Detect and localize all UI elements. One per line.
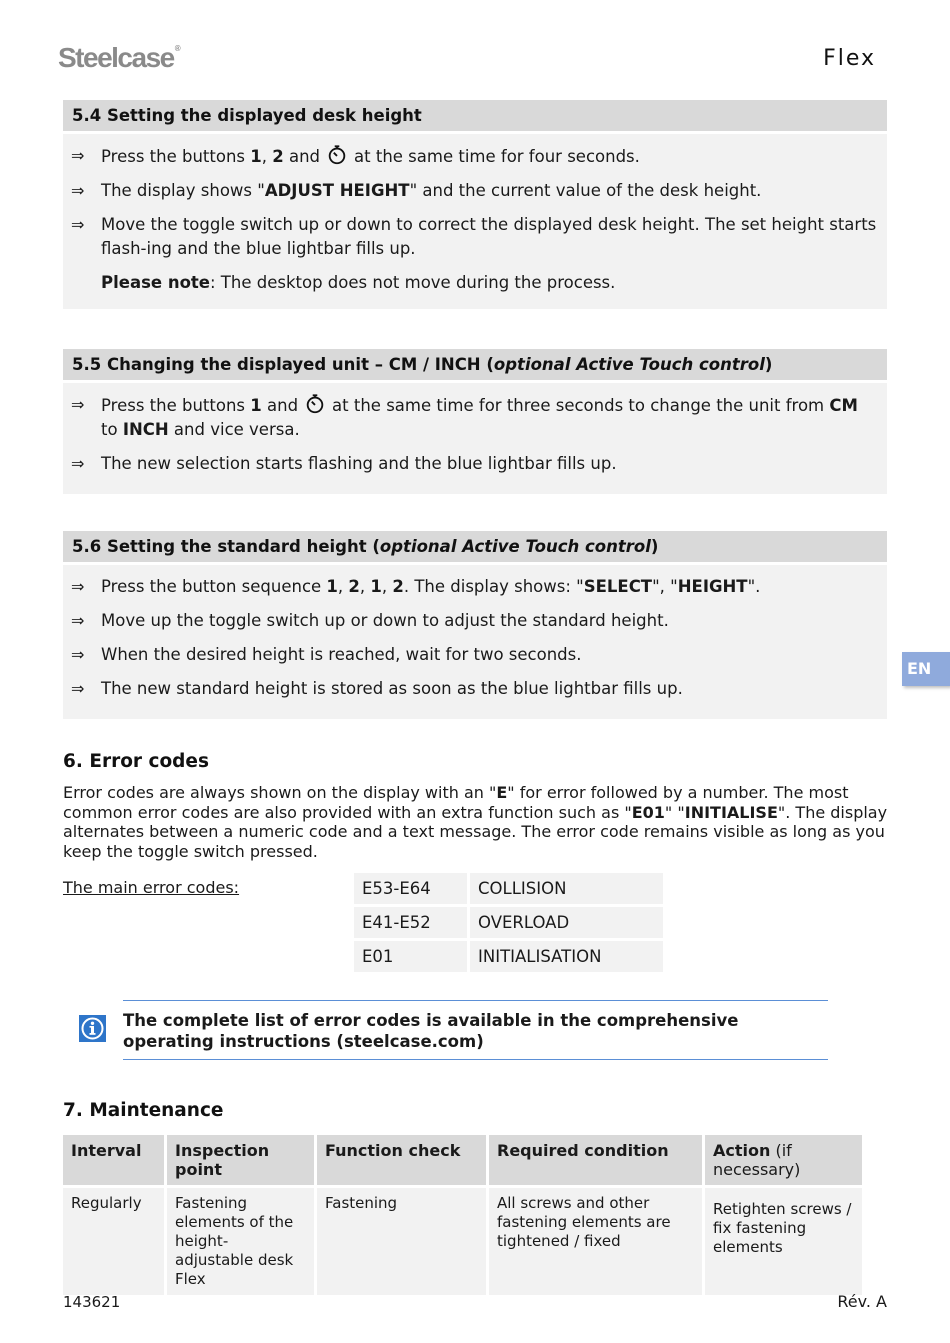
step: ⇒ Move the toggle switch up or down to correct the displayed desk height. The set height starts flash-ing and the blue lightbar fills up.	[71, 215, 877, 258]
column-header-action: Action (if necessary)	[705, 1135, 862, 1185]
column-header-interval: Interval	[63, 1135, 164, 1185]
error-description: OVERLOAD	[470, 907, 663, 938]
arrow-icon: ⇒	[71, 146, 85, 165]
arrow-icon: ⇒	[71, 181, 85, 200]
column-header-inspection-point: Inspection point	[167, 1135, 314, 1185]
product-name: Flex	[823, 46, 876, 71]
language-tab-en[interactable]: EN	[902, 652, 950, 686]
arrow-icon: ⇒	[71, 611, 85, 630]
error-code: E53-E64	[354, 873, 470, 904]
cell-interval: Regularly	[63, 1188, 164, 1295]
cell-action: Retighten screws / fix fastening elements	[705, 1188, 862, 1295]
arrow-icon: ⇒	[71, 577, 85, 596]
section-5-6	[63, 531, 887, 719]
step: ⇒ Press the button sequence 1, 2, 1, 2. The display shows: "SELECT", "HEIGHT".	[71, 575, 877, 599]
table-header-row	[63, 1135, 862, 1185]
error-code: E41-E52	[354, 907, 470, 938]
step: ⇒ When the desired height is reached, wait for two seconds.	[71, 643, 877, 667]
main-error-codes-label: The main error codes:	[63, 878, 240, 897]
document-number: 143621	[63, 1293, 121, 1311]
cell-function-check: Fastening	[317, 1188, 486, 1295]
info-box	[123, 1000, 828, 1060]
error-code: E01	[354, 941, 470, 972]
section-5-4	[63, 100, 887, 309]
table-row	[354, 941, 663, 972]
column-header-function-check: Function check	[317, 1135, 486, 1185]
cell-required-condition: All screws and other fastening elements are tightened / fixed	[489, 1188, 702, 1295]
section-body	[63, 383, 887, 494]
table-row	[354, 873, 663, 904]
arrow-icon: ⇒	[71, 645, 85, 664]
note: Please note: The desktop does not move during the process.	[101, 273, 616, 292]
arrow-icon: ⇒	[71, 395, 85, 414]
arrow-icon: ⇒	[71, 215, 85, 234]
section-body	[63, 565, 887, 719]
info-text: The complete list of error codes is available in the comprehensive operating instructions (steelcase.com)	[123, 1011, 739, 1051]
arrow-icon: ⇒	[71, 679, 85, 698]
cell-inspection-point: Fastening elements of the height-adjustable desk Flex	[167, 1188, 314, 1295]
step: ⇒ Press the buttons 1, 2 and at the same time for four seconds.	[71, 146, 640, 166]
steelcase-logo: Steelcase®	[58, 42, 181, 73]
arrow-icon: ⇒	[71, 454, 85, 473]
step: ⇒ The new selection starts flashing and the blue lightbar fills up.	[71, 452, 877, 476]
table-row	[63, 1188, 862, 1295]
table-row	[354, 907, 663, 938]
error-description: COLLISION	[470, 873, 663, 904]
section-5-5	[63, 349, 887, 494]
error-codes-paragraph: Error codes are always shown on the display with an "E" for error followed by a number. The most common error codes are also provided with an extra function such as "E01" "INITIALISE". The display alternates between a numeric code and a text message. The error code remains visible as long as you keep the toggle switch pressed.	[63, 783, 888, 861]
step: ⇒ Press the buttons 1 and at the same time for three seconds to change the unit from CM to INCH and vice versa.	[71, 395, 858, 439]
step: ⇒ The display shows "ADJUST HEIGHT" and the current value of the desk height.	[71, 179, 877, 203]
timer-button-icon	[304, 393, 326, 415]
maintenance-heading: 7. Maintenance	[63, 1100, 224, 1121]
section-body	[63, 134, 887, 309]
error-codes-heading: 6. Error codes	[63, 751, 209, 772]
maintenance-table	[60, 1132, 865, 1298]
column-header-required-condition: Required condition	[489, 1135, 702, 1185]
section-title: 5.4 Setting the displayed desk height	[63, 100, 887, 131]
info-icon	[79, 1015, 106, 1042]
error-codes-table	[354, 870, 663, 975]
revision-label: Rév. A	[837, 1292, 887, 1311]
error-description: INITIALISATION	[470, 941, 663, 972]
timer-button-icon	[326, 144, 348, 166]
step: ⇒ Move up the toggle switch up or down to adjust the standard height.	[71, 609, 877, 633]
section-title: 5.6 Setting the standard height (optional Active Touch control)	[63, 531, 887, 562]
section-title: 5.5 Changing the displayed unit – CM / INCH (optional Active Touch control)	[63, 349, 887, 380]
step: ⇒ The new standard height is stored as soon as the blue lightbar fills up.	[71, 677, 877, 701]
